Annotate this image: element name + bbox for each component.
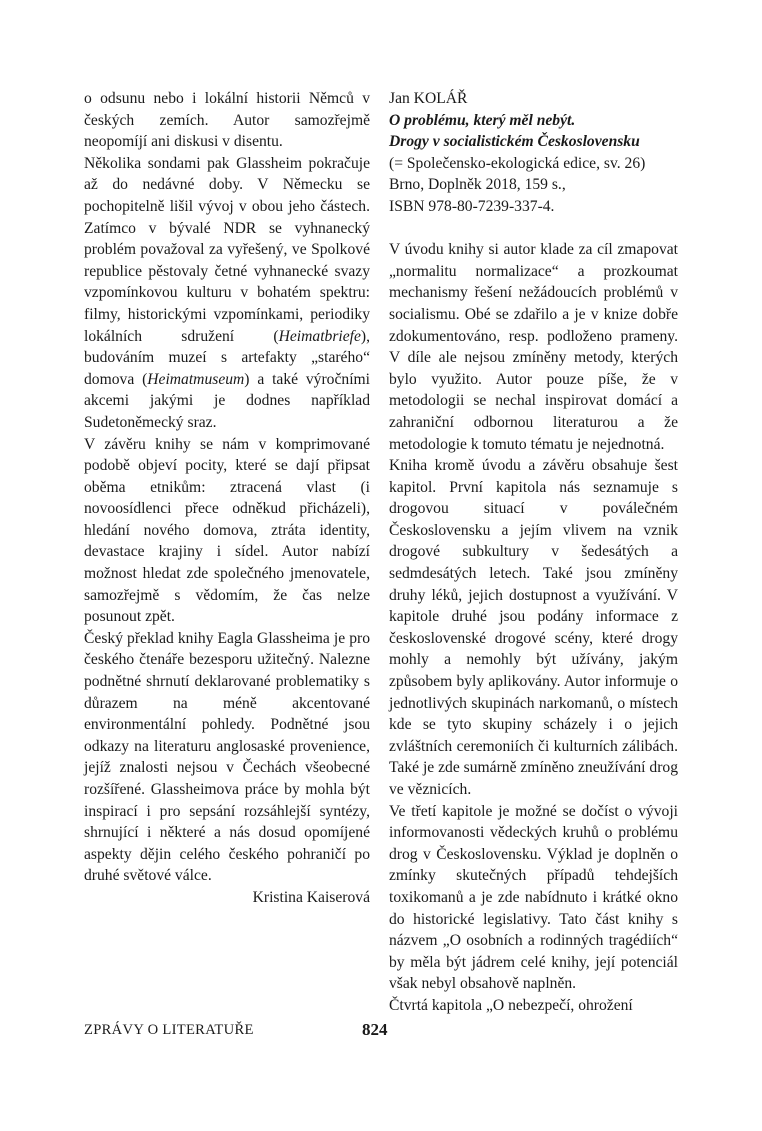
left-paragraph-4: Český překlad knihy Eagla Glassheima je pro českého čtenáře bezesporu užitečný. Nalezne podnětné shrnutí deklarované problematiky s důrazem na méně akcentované environmentální pohledy. Podnětné jsou odkazy na literaturu anglosaské provenience, jejíž znalosti nejsou v Čechách všeobecné rozšířené. Glassheimova práce by mohla být inspirací i pro sepsání rozsáhlejší syntézy, shrnující i některé a nás dosud opomíjené aspekty dějin celého českého pohraničí po druhé světové válce. [84, 629, 370, 885]
review-signature: Kristina Kaiserová [252, 888, 370, 906]
left-paragraph-2 [84, 153, 370, 434]
book-publisher: Brno, Doplněk 2018, 159 s., [389, 176, 566, 194]
left-column [84, 88, 370, 909]
right-paragraph-3: Ve třetí kapitole je možné se dočíst o vývoji informovanosti vědeckých kruhů o problému drog v Československu. Výklad je doplněn o zmínky skutečných případů tehdejších toxikomanů a je zde nabídnuto i krátké okno do historické legislativy. Tato část knihy s názvem „O osobních a rodinných tragédiích“ by měla být jádrem celé knihy, její potenciál však nebyl obsahově naplněn. [389, 802, 678, 993]
book-isbn: ISBN 978-80-7239-337-4. [389, 197, 555, 215]
left-paragraph-2-text-c: ) a také výročními akcemi jakými je dodnes například Sudetoněmecký sraz. [84, 370, 370, 431]
book-title: O problému, který měl nebýt. [389, 111, 576, 129]
right-paragraph-4: Čtvrtá kapitola „O nebezpečí, ohrožení [389, 996, 633, 1014]
journal-name-footer: ZPRÁVY O LITERATUŘE [84, 1022, 254, 1038]
page-number: 824 [362, 1020, 388, 1039]
book-author: Jan KOLÁŘ [389, 90, 468, 107]
header-spacer [389, 218, 678, 240]
book-series: (= Společensko-ekologická edice, sv. 26) [389, 154, 646, 172]
left-paragraph-2-text-b: ), budováním muzeí s artefakty „starého“ domova ( [84, 327, 370, 388]
heimatmuseum-term: Heimatmuseum [147, 370, 245, 388]
left-paragraph-2-text-a: Několika sondami pak Glassheim pokračuje až do nedávné doby. V Německu se pochopitelně lišil vývoj v obou jeho částech. Zatímco v bývalé NDR se vyhnanecký problém považoval za vyřešený, ve Spolkové republice pěstovaly četné vyhnanecké svazy vzpomínkovou kulturu v bohatém spektru: filmy, historickými vzpomínkami, periodiky lokálních sdružení ( [84, 154, 370, 345]
right-paragraph-1: V úvodu knihy si autor klade za cíl zmapovat „normalitu normalizace“ a prozkoumat mechanismy řešení nežádoucích problémů v socialismu. Obé se zdařilo a je v knize dobře zdokumentováno, resp. podloženo prameny. V díle ale nejsou zmíněny metody, kterých bylo využito. Autor pouze píše, že v metodologii se nechal inspirovat domácí a zahraniční odbornou literaturou a že metodologie k tomuto tématu je nejednotná. [389, 241, 678, 453]
bibliographic-header [389, 88, 678, 218]
book-subtitle: Drogy v socialistickém Československu [389, 133, 640, 151]
right-paragraph-2: Kniha kromě úvodu a závěru obsahuje šest kapitol. První kapitola nás seznamuje s drogovou situací v poválečném Československu a jejím vlivem na vznik drogové subkultury v šedesátých a sedmdesátých letech. Také jsou zmíněny druhy léků, jejich dostupnost a využívání. V kapitole druhé jsou podány informace z československé drogové scény, které drogy mohly a nemohly být užívány, jakým způsobem byly aplikovány. Autor informuje o jednotlivých skupinách narkomanů, o místech kde se tyto skupiny scházely i o jejich zvláštních ceremoniích či kulturních zálibách. Také je zde sumárně zmíněno zneužívání drog ve věznicích. [389, 457, 679, 798]
heimatbriefe-term: Heimatbriefe [278, 327, 361, 345]
left-paragraph-3: V závěru knihy se nám v komprimované podobě objeví pocity, které se dají připsat oběma etnikům: ztracená vlast (i novoosídlenci přece odněkud přicházeli), hledání nového domova, ztráta identity, devastace krajiny i sídel. Autor nabízí možnost hledat zde společného jmenovatele, samozřejmě s vědomím, že čas nelze posunout zpět. [84, 435, 370, 626]
left-paragraph-1: o odsunu nebo i lokální historii Němců v českých zemích. Autor samozřejmě neopomíjí ani diskusi v disentu. [84, 90, 370, 151]
right-column [389, 88, 678, 1017]
